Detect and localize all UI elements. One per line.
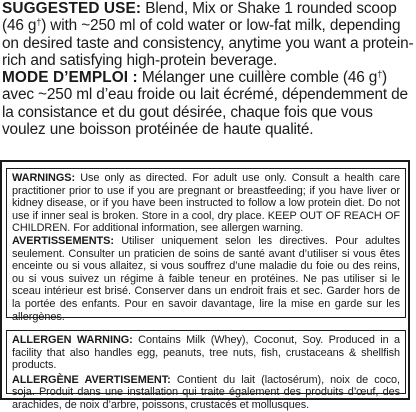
avertissements-fr <box>12 235 400 323</box>
warnings-frame <box>0 160 410 411</box>
avertissements-text: Utiliser uniquement selon les directives. Pour adultes seulement. Consulter un praticien de soins de santé avant d’utiliser si vous êtes enceinte ou si vous allaitez, si vous souffrez d’une maladie du foie ou des reins, ou si vous suivez un régime à faible teneur en protéines. Ne pas utiliser si le sceau intérieur est brisé. Conserver dans un endroit frais et sec. Garder hors de la portée des enfants. Pour en savoir davantage, lire la mise en garde sur les allergènes. <box>12 234 400 323</box>
allergene-avertisement-text: Contient du lait (lactosérum), noix de coco, soja. Produit dans une installation qui traite également des produits d’œuf, des arachides, de noix d’arbre, poissons, crustacés et mollusques. <box>12 373 401 411</box>
avertissements-heading: AVERTISSEMENTS: <box>12 234 114 247</box>
allergen-panel <box>6 330 406 411</box>
warnings-panel <box>6 168 406 323</box>
suggested-use-text-2: ) with ~250 ml of cold water or low-fat milk, depending on desired taste and consistency, anytime you want a protein-rich and satisfying high-protein beverage. <box>2 17 414 69</box>
warnings-text: Use only as directed. For adult use only. Consult a health care practitioner prior to use if you are pregnant or breastfeeding; if you have liver or kidney disease, or if you have been instructed to follow a low protein diet. Do not use if inner seal is broken. Store in a cool, dry place. KEEP OUT OF REACH OF CHILDREN. For additional information, see allergen warning. <box>12 172 400 235</box>
allergen-warning-en <box>12 334 400 372</box>
warnings-heading: WARNINGS: <box>12 172 76 184</box>
allergen-warning-text: Contains Milk (Whey), Coconut, Soy. Produced in a facility that also handles egg, peanuts, tree nuts, fish, crustaceans & shellfish products. <box>12 334 401 372</box>
allergene-avertisement-fr <box>12 374 400 412</box>
mode-emploi-fr <box>2 69 414 138</box>
allergen-warning-heading: ALLERGEN WARNING: <box>12 334 133 346</box>
allergene-avertisement-heading: ALLERGÈNE AVERTISEMENT: <box>12 373 171 386</box>
mode-emploi-text-2: ) avec ~250 ml d’eau froide ou lait écrémé, dépendemment de la consistance et du gout désirée, chaque fois que vous voulez une boisson protéinée de haute qualité. <box>2 69 408 139</box>
suggested-use-en <box>2 0 414 69</box>
suggested-use-text-1: Blend, Mix or Shake 1 rounded scoop (46 g <box>2 0 397 35</box>
mode-emploi-text-1: Mélanger une cuillère comble (46 g <box>141 69 378 87</box>
dagger-mark-fr: † <box>377 69 383 80</box>
warnings-en <box>12 172 400 235</box>
dagger-mark: † <box>36 17 42 28</box>
suggested-use-heading: SUGGESTED USE: <box>2 0 142 17</box>
mode-emploi-heading: MODE D’EMPLOI : <box>2 69 138 87</box>
suggested-use-section <box>2 0 414 138</box>
